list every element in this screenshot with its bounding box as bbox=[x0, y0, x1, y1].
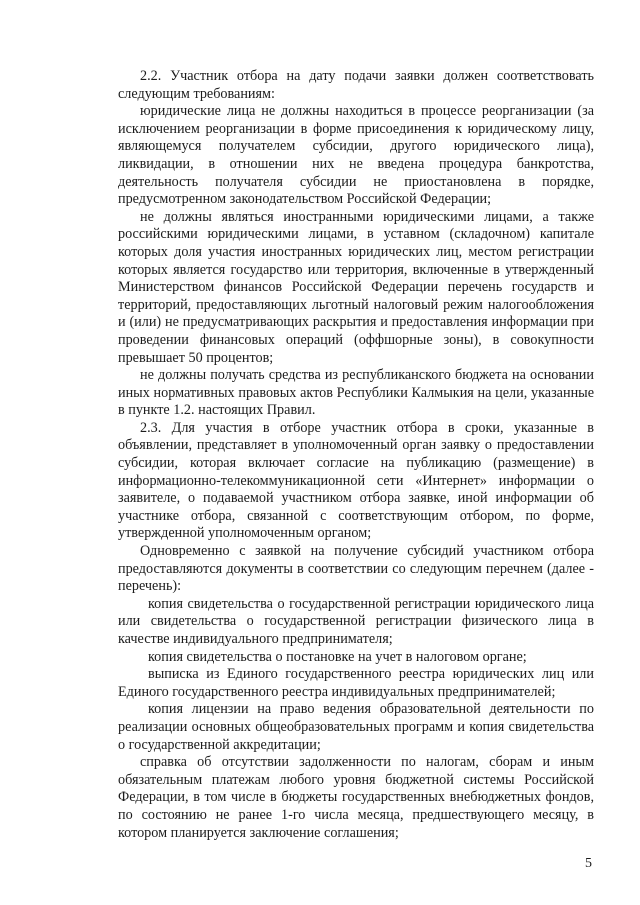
paragraph-registry-extract: выписка из Единого государственного реестра юридических лиц или Единого государственного реестра индивидуальных предпринимателей; bbox=[118, 666, 594, 700]
paragraph-registration-certificate: копия свидетельства о государственной регистрации юридического лица или свидетельства о государственной регистрации физического лица в качестве индивидуального предпринимателя; bbox=[118, 595, 594, 647]
paragraph-no-other-funds: не должны получать средства из республиканского бюджета на основании иных нормативных правовых актов Республики Калмыкия на цели, указанные в пункте 1.2. настоящих Правил. bbox=[118, 367, 594, 419]
paragraph-reorganization: юридические лица не должны находиться в процессе реорганизации (за исключением реорганизации в форме присоединения к юридическому лицу, являющемуся получателем субсидии, другого юридического лица), ликвидации, в отношении них не введена процедура банкротства, деятельность получателя субсидии не приостановлена в порядке, предусмотренном законодательством Российской Федерации; bbox=[118, 103, 594, 208]
paragraph-foreign-entities: не должны являться иностранными юридическими лицами, а также российскими юридическими лицами, в уставном (складочном) капитале которых доля участия иностранных юридических лиц, местом регистрации которых является государство или территория, включенные в утвержденный Министерством финансов Российской Федерации перечень государств и территорий, предоставляющих льготный налоговый режим налогообложения и (или) не предусматривающих раскрытия и предоставления информации при проведении финансовых операций (оффшорные зоны), в совокупности превышает 50 процентов; bbox=[118, 208, 594, 366]
paragraph-tax-debt-certificate: справка об отсутствии задолженности по налогам, сборам и иным обязательным платежам любого уровня бюджетной системы Российской Федерации, в том числе в бюджеты государственных внебюджетных фондов, по состоянию не ранее 1-го числа месяца, предшествующего месяцу, в котором планируется заключение соглашения; bbox=[118, 754, 594, 841]
paragraph-2-2-requirements: 2.2. Участник отбора на дату подачи заявки должен соответствовать следующим требованиям: bbox=[118, 68, 594, 102]
paragraph-tax-registration: копия свидетельства о постановке на учет в налоговом органе; bbox=[148, 648, 527, 665]
paragraph-2-3-application: 2.3. Для участия в отборе участник отбора в сроки, указанные в объявлении, представляет в уполномоченный орган заявку о предоставлении субсидии, которая включает согласие на публикацию (размещение) в информационно-телекоммуникационной сети «Интернет» информации о заявителе, о подаваемой участником отбора заявке, иной информации об участнике отбора, связанной с соответствующим отбором, по форме, утвержденной уполномоченным органом; bbox=[118, 419, 594, 542]
page-number: 5 bbox=[585, 856, 592, 871]
document-body bbox=[118, 68, 594, 842]
paragraph-license-copy: копия лицензии на право ведения образовательной деятельности по реализации основных общеобразовательных программ и копия свидетельства о государственной аккредитации; bbox=[118, 701, 594, 753]
paragraph-documents-list-intro: Одновременно с заявкой на получение субсидий участником отбора предоставляются документы в соответствии со следующим перечнем (далее - перечень): bbox=[118, 543, 594, 595]
